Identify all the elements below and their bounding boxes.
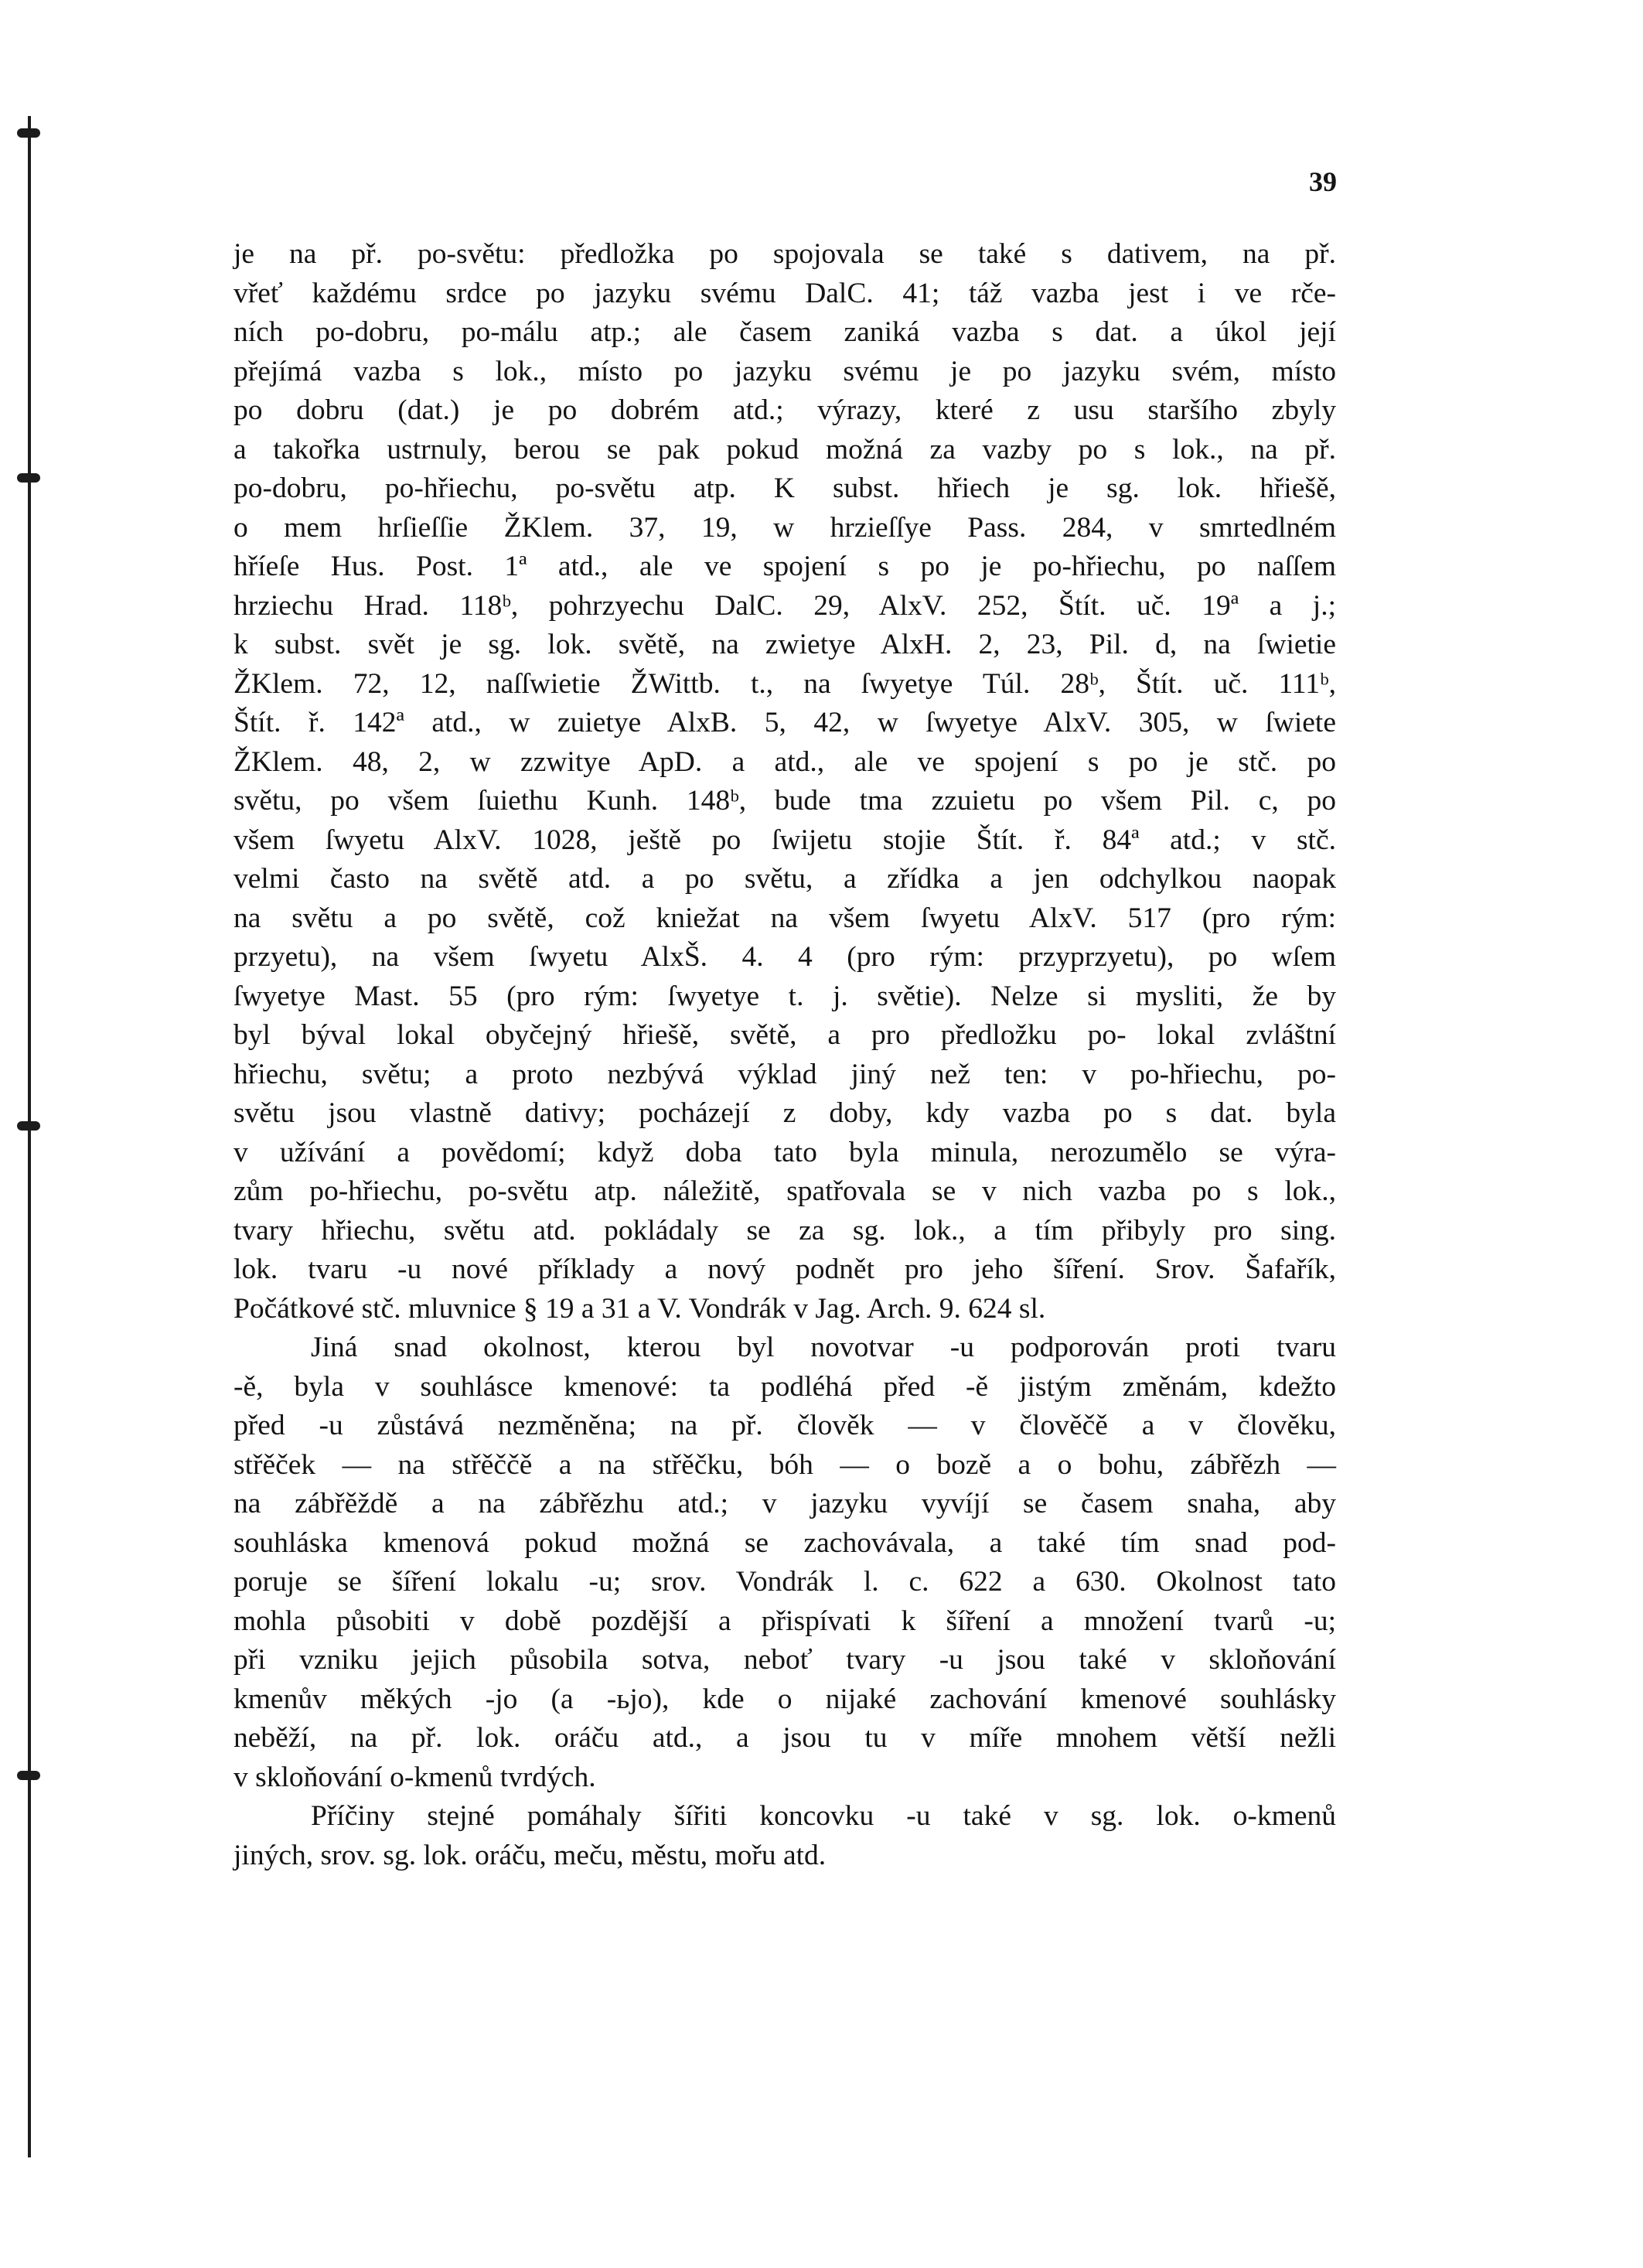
text-line: světu jsou vlastně dativy; pocházejí z doby, kdy vazba po s dat. byla: [233, 1097, 1336, 1129]
scan-edge-mark: [17, 1121, 40, 1131]
text-line: ŽKlem. 48, 2, w zzwitye ApD. a atd., ale ve spojení s po je stč. po: [233, 745, 1336, 778]
text-line: Počátkové stč. mluvnice § 19 a 31 a V. Vondrák v Jag. Arch. 9. 624 sl.: [233, 1292, 1046, 1325]
text-line: kmenův měkých -jo (a -ьjo), kde o nijaké zachování kmenové souhlásky: [233, 1683, 1336, 1715]
text-line: tvary hřiechu, světu atd. pokládaly se za sg. lok., a tím přibyly pro sing.: [233, 1214, 1336, 1247]
text-line: hřiechu, světu; a proto nezbývá výklad jiný než ten: v po-hřiechu, po-: [233, 1058, 1336, 1090]
text-line: Štít. ř. 142ª atd., w zuietye AlxB. 5, 42, w ſwyetye AlxV. 305, w ſwiete: [233, 707, 1336, 738]
text-line: lok. tvaru -u nové příklady a nový podnět pro jeho šíření. Srov. Šafařík,: [233, 1253, 1336, 1285]
text-line: ſwyetye Mast. 55 (pro rým: ſwyetye t. j. světie). Nelze si mysliti, že by: [233, 980, 1336, 1012]
text-line: ŽKlem. 72, 12, naſſwietie ŽWittb. t., na ſwyetye Túl. 28ᵇ, Štít. uč. 111ᵇ,: [233, 667, 1336, 700]
text-line: všem ſwyetu AlxV. 1028, ještě po ſwijetu stojie Štít. ř. 84ª atd.; v stč.: [233, 824, 1336, 856]
text-line: je na př. po-světu: předložka po spojovala se také s dativem, na př.: [233, 238, 1336, 270]
text-line: na světu a po světě, což kniežat na všem ſwyetu AlxV. 517 (pro rým:: [233, 902, 1336, 934]
text-line: jiných, srov. sg. lok. oráču, meču, městu, mořu atd.: [233, 1839, 827, 1871]
scan-edge-mark: [17, 473, 40, 483]
page-number: 39: [1309, 166, 1337, 197]
text-line: mohla působiti v době pozdější a přispívati k šíření a množení tvarů -u;: [233, 1605, 1336, 1637]
text-line: před -u zůstává nezměněna; na př. člověk — v člověčě a v člověku,: [233, 1410, 1336, 1441]
paragraph-3: [233, 1797, 1336, 1875]
text-line: v užívání a povědomí; když doba tato byla minula, nerozumělo se výra-: [233, 1136, 1336, 1168]
body-text: [233, 235, 1336, 1875]
text-line: Příčiny stejné pomáhaly šířiti koncovku -u také v sg. lok. o-kmenů: [311, 1800, 1336, 1832]
scan-edge-line: [28, 116, 31, 2157]
text-line: na zábřěždě a na zábřězhu atd.; v jazyku vyvíjí se časem snaha, aby: [233, 1488, 1336, 1519]
text-line: zům po-hřiechu, po-světu atp. náležitě, spatřovala se v nich vazba po s lok.,: [233, 1175, 1336, 1207]
text-line: przyetu), na všem ſwyetu AlxŠ. 4. 4 (pro rým: przyprzyetu), po wſem: [233, 941, 1336, 973]
text-line: -ě, byla v souhlásce kmenové: ta podléhá před -ě jistým změnám, kdežto: [233, 1370, 1336, 1403]
text-line: světu, po všem ſuiethu Kunh. 148ᵇ, bude tma zzuietu po všem Pil. c, po: [233, 785, 1336, 817]
text-line: Jiná snad okolnost, kterou byl novotvar -u podporován proti tvaru: [311, 1332, 1336, 1363]
text-line: poruje se šíření lokalu -u; srov. Vondrák l. c. 622 a 630. Okolnost tato: [233, 1566, 1336, 1598]
text-line: střěček — na střěččě a na střěčku, bóh — o bozě a o bohu, zábřězh —: [233, 1448, 1336, 1481]
text-line: v skloňování o-kmenů tvrdých.: [233, 1761, 596, 1793]
paragraph-2: [233, 1328, 1336, 1797]
text-line: po dobru (dat.) je po dobrém atd.; výrazy, které z usu staršího zbyly: [233, 394, 1336, 426]
text-line: po-dobru, po-hřiechu, po-světu atp. K subst. hřiech je sg. lok. hřiešě,: [233, 472, 1336, 504]
text-line: a takořka ustrnuly, berou se pak pokud možná za vazby po s lok., na př.: [233, 433, 1336, 466]
text-line: ních po-dobru, po-málu atp.; ale časem zaniká vazba s dat. a úkol její: [233, 316, 1336, 348]
text-line: hrziechu Hrad. 118ᵇ, pohrzyechu DalC. 29, AlxV. 252, Štít. uč. 19ª a j.;: [233, 589, 1336, 622]
text-line: přejímá vazba s lok., místo po jazyku svému je po jazyku svém, místo: [233, 355, 1336, 387]
paragraph-1: [233, 235, 1336, 1328]
text-line: souhláska kmenová pokud možná se zachovávala, a také tím snad pod-: [233, 1526, 1336, 1559]
text-line: vřeť každému srdce po jazyku svému DalC. 41; táž vazba jest i ve rče-: [233, 277, 1336, 309]
text-line: byl býval lokal obyčejný hřiešě, světě, a pro předložku po- lokal zvláštní: [233, 1019, 1336, 1051]
text-line: při vzniku jejich působila sotva, neboť tvary -u jsou také v skloňování: [233, 1644, 1336, 1676]
text-line: hříeſe Hus. Post. 1ª atd., ale ve spojení s po je po-hřiechu, po naſſem: [233, 551, 1336, 582]
scan-edge-mark: [17, 128, 40, 138]
text-line: k subst. svět je sg. lok. světě, na zwietye AlxH. 2, 23, Pil. d, na ſwietie: [233, 629, 1336, 660]
text-line: o mem hrſieſſie ŽKlem. 37, 19, w hrzieſſye Pass. 284, v smrtedlném: [233, 511, 1336, 544]
text-line: velmi často na světě atd. a po světu, a zřídka a jen odchylkou naopak: [233, 863, 1336, 895]
scan-edge-mark: [17, 1771, 40, 1780]
text-line: neběží, na př. lok. oráču atd., a jsou tu v míře mnohem větší nežli: [233, 1722, 1336, 1754]
